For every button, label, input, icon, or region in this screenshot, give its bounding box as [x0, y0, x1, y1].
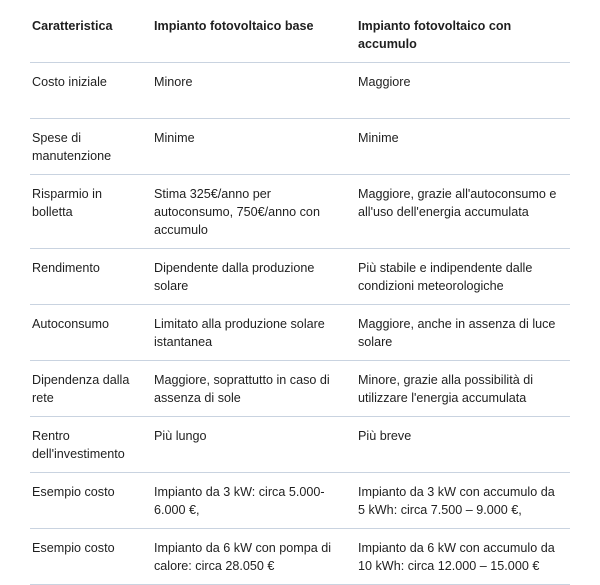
table-header-row [30, 0, 570, 63]
cell-feature: Spese di manutenzione [30, 119, 154, 175]
cell-base: Limitato alla produzione solare istantanea [154, 305, 358, 361]
cell-feature: Esempio costo [30, 529, 154, 585]
cell-feature: Rendimento [30, 249, 154, 305]
table-row [30, 175, 570, 249]
cell-storage: Più stabile e indipendente dalle condizioni meteorologiche [358, 249, 570, 305]
cell-base: Maggiore, soprattutto in caso di assenza di sole [154, 361, 358, 417]
header-base-system: Impianto fotovoltaico base [154, 0, 358, 63]
cell-storage: Maggiore, anche in assenza di luce solare [358, 305, 570, 361]
cell-feature: Esempio costo [30, 473, 154, 529]
comparison-table [30, 0, 570, 585]
cell-base: Minore [154, 63, 358, 119]
cell-base: Impianto da 6 kW con pompa di calore: circa 28.050 € [154, 529, 358, 585]
cell-storage: Impianto da 3 kW con accumulo da 5 kWh: circa 7.500 – 9.000 €, [358, 473, 570, 529]
table-row [30, 249, 570, 305]
header-feature: Caratteristica [30, 0, 154, 63]
table-row [30, 529, 570, 585]
cell-base: Impianto da 3 kW: circa 5.000-6.000 €, [154, 473, 358, 529]
cell-storage: Più breve [358, 417, 570, 473]
cell-feature: Risparmio in bolletta [30, 175, 154, 249]
table-row [30, 361, 570, 417]
cell-base: Minime [154, 119, 358, 175]
cell-storage: Impianto da 6 kW con accumulo da 10 kWh: circa 12.000 – 15.000 € [358, 529, 570, 585]
table-row [30, 417, 570, 473]
cell-storage: Minore, grazie alla possibilità di utilizzare l'energia accumulata [358, 361, 570, 417]
table-row [30, 119, 570, 175]
cell-storage: Maggiore [358, 63, 570, 119]
comparison-table-container [30, 0, 570, 585]
cell-feature: Dipendenza dalla rete [30, 361, 154, 417]
cell-storage: Maggiore, grazie all'autoconsumo e all'uso dell'energia accumulata [358, 175, 570, 249]
header-storage-system: Impianto fotovoltaico con accumulo [358, 0, 570, 63]
cell-feature: Costo iniziale [30, 63, 154, 119]
cell-base: Più lungo [154, 417, 358, 473]
table-row [30, 305, 570, 361]
cell-base: Stima 325€/anno per autoconsumo, 750€/anno con accumulo [154, 175, 358, 249]
cell-feature: Autoconsumo [30, 305, 154, 361]
cell-base: Dipendente dalla produzione solare [154, 249, 358, 305]
table-row [30, 473, 570, 529]
cell-storage: Minime [358, 119, 570, 175]
table-row [30, 63, 570, 119]
cell-feature: Rentro dell'investimento [30, 417, 154, 473]
